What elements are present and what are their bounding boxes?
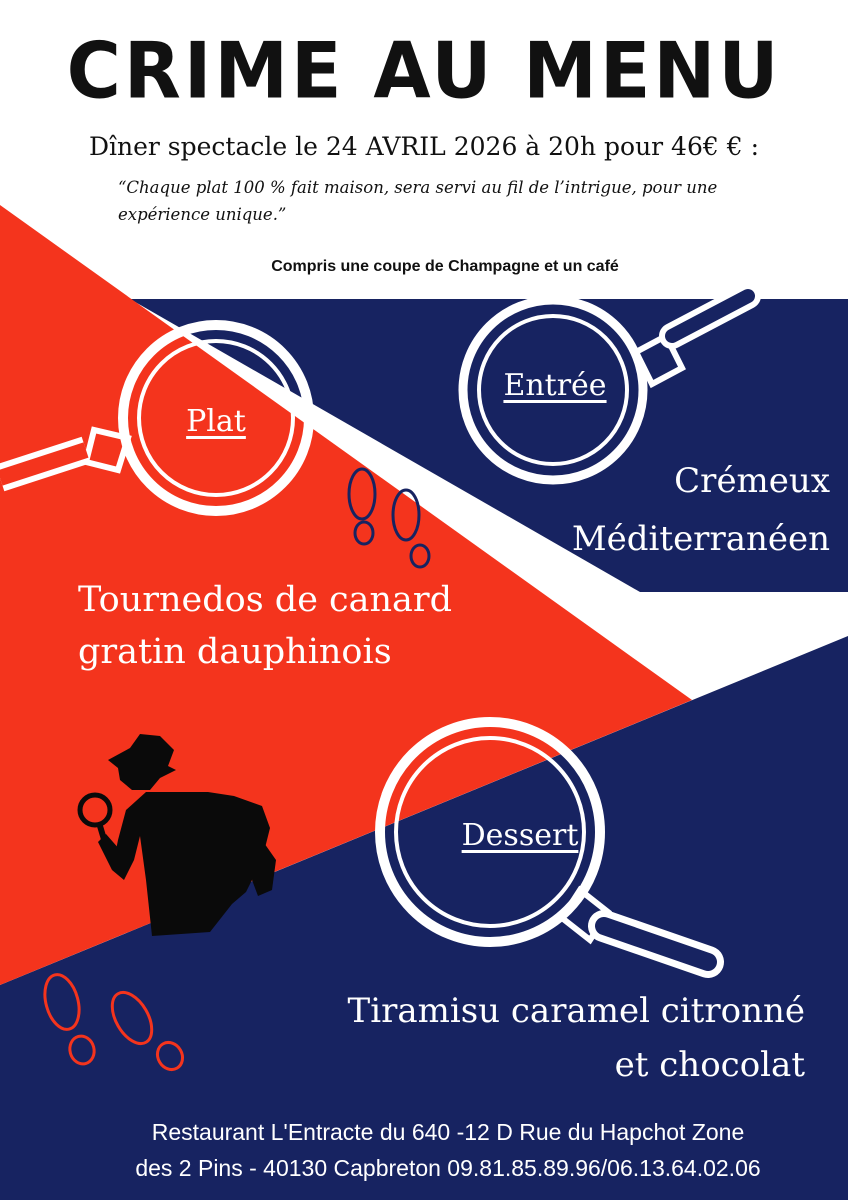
dish-dessert <box>270 984 805 1092</box>
course-label-plat: Plat <box>186 404 246 439</box>
dish-entree-line1: Crémeux <box>674 461 830 501</box>
course-label-dessert: Dessert <box>461 818 579 853</box>
dish-entree-line2: Méditerranéen <box>571 519 830 559</box>
event-details: Dîner spectacle le 24 AVRIL 2026 à 20h pour 46€ € : <box>88 132 760 161</box>
dish-plat-line2: gratin dauphinois <box>78 632 392 672</box>
address-line2: des 2 Pins - 40130 Capbreton 09.81.85.89.96/06.13.64.02.06 <box>135 1155 761 1181</box>
restaurant-address <box>0 1114 848 1186</box>
dish-plat-line1: Tournedos de canard <box>78 580 453 620</box>
dish-dessert-line2: et chocolat <box>614 1045 805 1085</box>
dish-plat <box>78 574 538 678</box>
dish-entree <box>500 452 830 568</box>
included-note: Compris une coupe de Champagne et un café <box>271 258 619 275</box>
poster-title: CRIME AU MENU <box>66 25 782 117</box>
event-quote: “Chaque plat 100 % fait maison, sera servi au fil de l’intrigue, pour une expérience unique.” <box>118 178 718 224</box>
dish-dessert-line1: Tiramisu caramel citronné <box>347 991 805 1031</box>
course-label-entree: Entrée <box>503 368 607 403</box>
address-line1: Restaurant L'Entracte du 640 -12 D Rue du Hapchot Zone <box>151 1119 745 1145</box>
